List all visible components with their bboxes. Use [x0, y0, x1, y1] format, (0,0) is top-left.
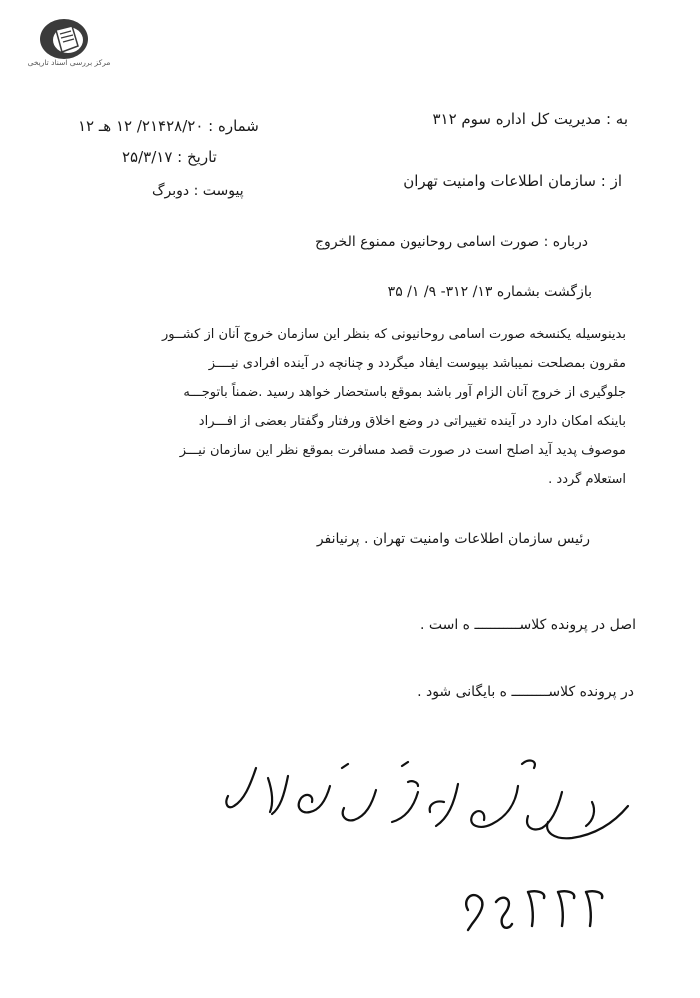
letter-number: شماره : ۲۱۴۲۸/۲۰/ ۱۲ هـ ۱۲: [78, 117, 259, 135]
body-line: باینکه امکان دارد در آینده تغییراتی در وضع اخلاق ورفتار وگفتار بعضی از افـــراد: [198, 414, 626, 429]
body-line: استعلام گردد .: [548, 472, 626, 487]
file-clause-archive: در پرونده کلاســـــــــ ه بایگانی شود .: [417, 684, 634, 700]
file-clause-original: اصل در پرونده کلاســـــــــــ ه است .: [419, 617, 636, 633]
body-line: بدینوسیله یکنسخه صورت اسامی روحانیونی که بنظر این سازمان خروج آنان از کشــور: [161, 327, 626, 342]
letter-body: [66, 320, 626, 494]
sender-line: از : سازمان اطلاعات وامنیت تهران: [403, 172, 622, 190]
archive-center-logo-icon: [38, 16, 90, 62]
recipient-line: به : مدیریت کل اداره سوم ۳۱۲: [432, 110, 628, 128]
attachment-line: پیوست : دوبرگ: [152, 183, 244, 199]
body-line: مقرون بمصلحت نمیباشد بپیوست ایفاد میگردد و چنانچه در آینده افرادی نیــــز: [208, 356, 626, 371]
reference-line: بازگشت بشماره ۱۳/ ۳۱۲- ۹/ ۱/ ۳۵: [387, 284, 592, 300]
body-line: جلوگیری از خروج آنان الزام آور باشد بموقع باستحضار خواهد رسید .ضمناً باتوجـــه: [183, 385, 626, 400]
archive-number: [458, 880, 608, 940]
archive-number-handwriting: [458, 880, 608, 940]
signatory-line: رئیس سازمان اطلاعات وامنیت تهران . پرنیانفر: [316, 531, 590, 547]
subject-line: درباره : صورت اسامی روحانیون ممنوع الخروج: [315, 234, 588, 250]
body-line: موصوف پدید آید اصلح است در صورت قصد مسافرت بموقع نظر این سازمان نیـــز: [179, 443, 626, 458]
logo-caption: مرکز بررسی اسناد تاریخی: [27, 58, 111, 67]
letter-date: تاریخ : ۲۵/۳/۱۷: [122, 148, 217, 166]
handwritten-signature-icon: [222, 746, 642, 851]
